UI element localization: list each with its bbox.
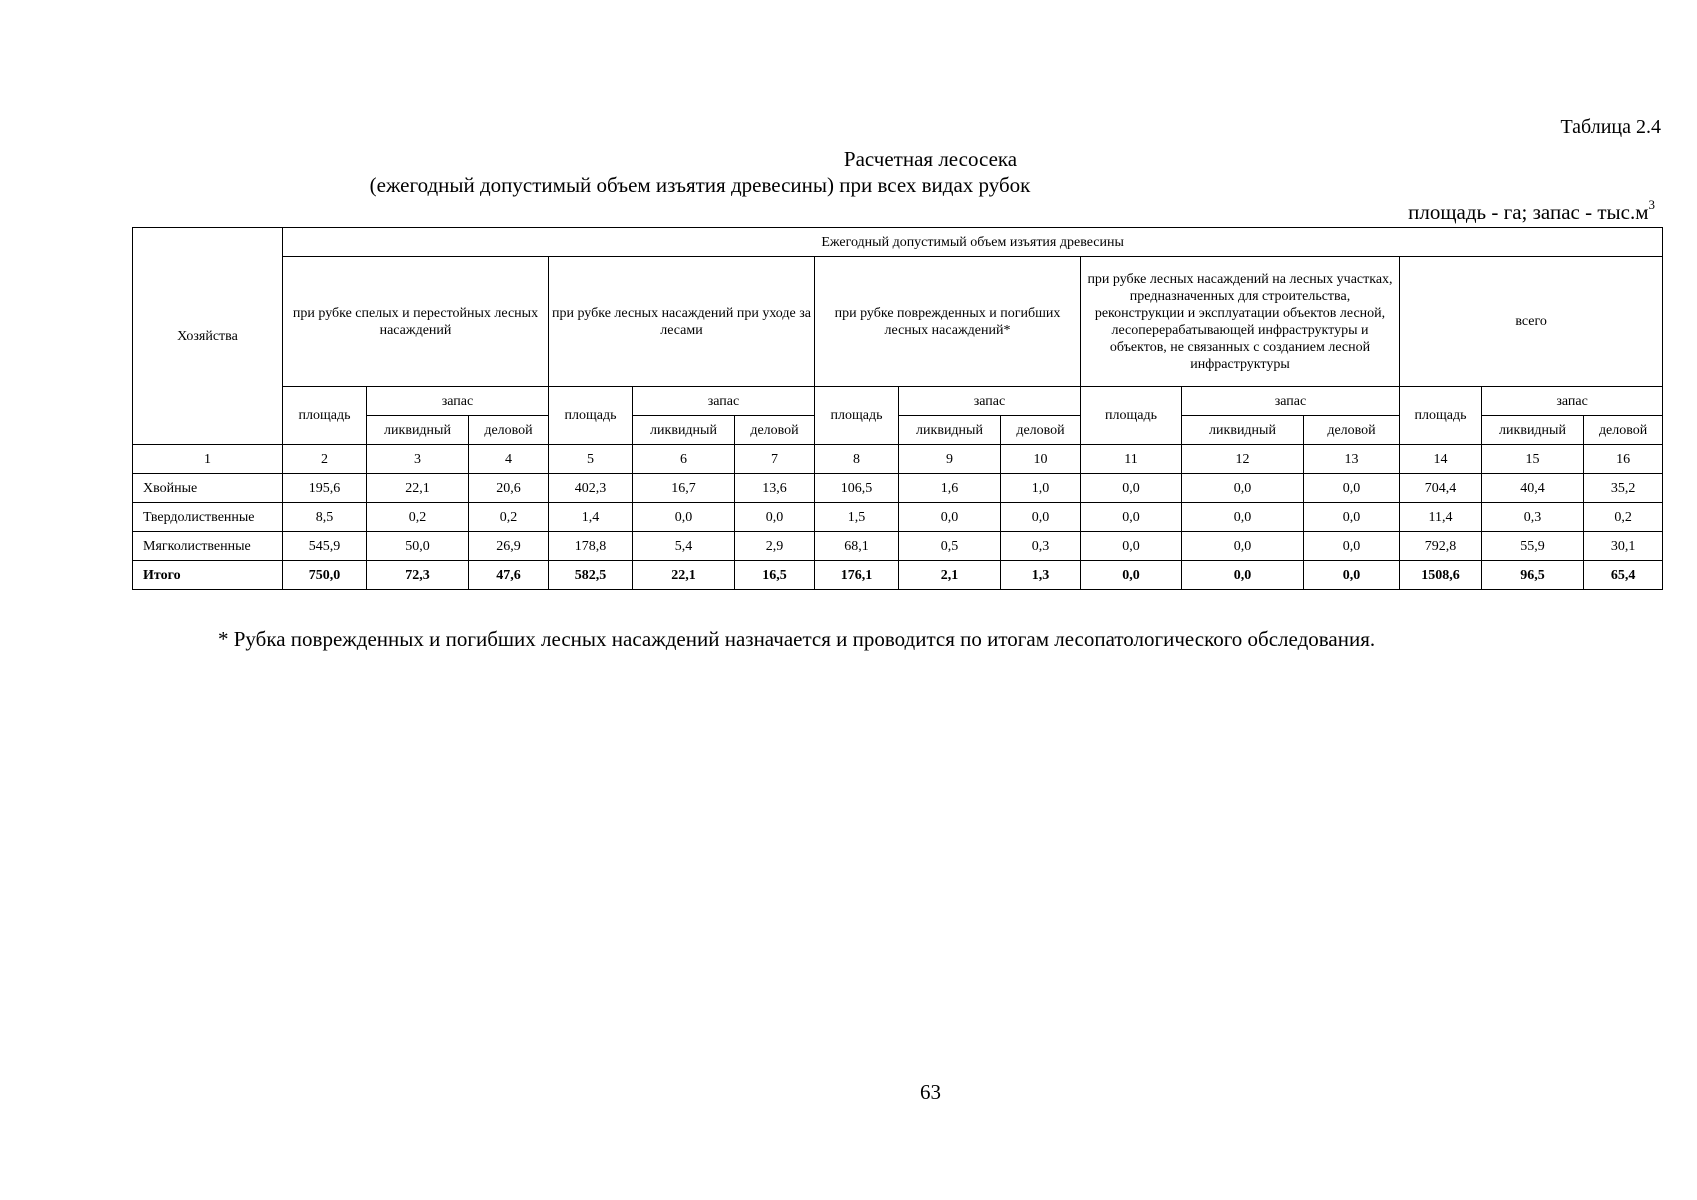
- liquid-header: ликвидный: [1482, 416, 1584, 445]
- table-cell: 0,0: [1182, 503, 1304, 532]
- table-cell: 1,6: [899, 474, 1001, 503]
- table-cell: 1,3: [1001, 561, 1081, 590]
- table-cell: 20,6: [469, 474, 549, 503]
- table-cell: 0,0: [1304, 474, 1400, 503]
- column-number-cell: 12: [1182, 445, 1304, 474]
- business-header: деловой: [735, 416, 815, 445]
- table-cell: 0,2: [1584, 503, 1663, 532]
- liquid-header: ликвидный: [367, 416, 469, 445]
- table-cell: 0,2: [367, 503, 469, 532]
- table-cell: 704,4: [1400, 474, 1482, 503]
- area-header: площадь: [283, 387, 367, 445]
- table-cell: 0,0: [1182, 474, 1304, 503]
- table-cell: 176,1: [815, 561, 899, 590]
- group-header: при рубке поврежденных и погибших лесных насаждений*: [815, 257, 1081, 387]
- table-cell: 26,9: [469, 532, 549, 561]
- area-header: площадь: [815, 387, 899, 445]
- table-cell: 30,1: [1584, 532, 1663, 561]
- units-superscript: 3: [1648, 197, 1655, 212]
- table-cell: 1,0: [1001, 474, 1081, 503]
- stock-header: запас: [899, 387, 1081, 416]
- column-number-cell: 16: [1584, 445, 1663, 474]
- stock-header: запас: [1482, 387, 1663, 416]
- harvest-table: [132, 227, 1663, 590]
- table-cell: 402,3: [549, 474, 633, 503]
- column-number-cell: 2: [283, 445, 367, 474]
- area-header: площадь: [1081, 387, 1182, 445]
- table-cell: 1,5: [815, 503, 899, 532]
- table-cell: 0,0: [1182, 532, 1304, 561]
- liquid-header: ликвидный: [1182, 416, 1304, 445]
- table-cell: 72,3: [367, 561, 469, 590]
- table-cell: 40,4: [1482, 474, 1584, 503]
- column-number-cell: 9: [899, 445, 1001, 474]
- table-cell: 16,5: [735, 561, 815, 590]
- table-cell: 178,8: [549, 532, 633, 561]
- footnote: * Рубка поврежденных и погибших лесных насаждений назначается и проводится по итогам лесопатологического обследования.: [218, 627, 1376, 651]
- group-header: при рубке лесных насаждений при уходе за лесами: [549, 257, 815, 387]
- column-number-cell: 5: [549, 445, 633, 474]
- row-label: Мягколиственные: [133, 532, 283, 561]
- table-cell: 2,9: [735, 532, 815, 561]
- table-row: [133, 532, 1663, 561]
- table-cell: 195,6: [283, 474, 367, 503]
- table-cell: 96,5: [1482, 561, 1584, 590]
- table-cell: 5,4: [633, 532, 735, 561]
- column-number-cell: 13: [1304, 445, 1400, 474]
- column-number-row: [133, 445, 1663, 474]
- table-cell: 0,0: [1304, 561, 1400, 590]
- liquid-header: ликвидный: [899, 416, 1001, 445]
- liquid-header: ликвидный: [633, 416, 735, 445]
- area-header: площадь: [549, 387, 633, 445]
- column-number-cell: 8: [815, 445, 899, 474]
- table-title: Расчетная лесосека: [843, 147, 1018, 171]
- row-label: Итого: [133, 561, 283, 590]
- stock-header: запас: [367, 387, 549, 416]
- column-number-cell: 1: [133, 445, 283, 474]
- table-cell: 0,0: [735, 503, 815, 532]
- table-number: Таблица 2.4: [1560, 116, 1661, 138]
- table-cell: 0,0: [1081, 561, 1182, 590]
- table-cell: 0,0: [1304, 532, 1400, 561]
- table-cell: 792,8: [1400, 532, 1482, 561]
- row-label: Хвойные: [133, 474, 283, 503]
- table-cell: 0,0: [1001, 503, 1081, 532]
- business-header: деловой: [469, 416, 549, 445]
- table-row: [133, 474, 1663, 503]
- column-number-cell: 14: [1400, 445, 1482, 474]
- table-cell: 55,9: [1482, 532, 1584, 561]
- table-cell: 0,0: [1304, 503, 1400, 532]
- table-cell: 35,2: [1584, 474, 1663, 503]
- table-subtitle: (ежегодный допустимый объем изъятия древесины) при всех видах рубок: [369, 173, 1031, 197]
- table-cell: 0,0: [1182, 561, 1304, 590]
- table-cell: 47,6: [469, 561, 549, 590]
- business-header: деловой: [1304, 416, 1400, 445]
- table-cell: 50,0: [367, 532, 469, 561]
- table-cell: 0,0: [1081, 532, 1182, 561]
- table-cell: 13,6: [735, 474, 815, 503]
- column-number-cell: 7: [735, 445, 815, 474]
- column-number-cell: 6: [633, 445, 735, 474]
- column-number-cell: 11: [1081, 445, 1182, 474]
- table-cell: 22,1: [633, 561, 735, 590]
- table-cell: 68,1: [815, 532, 899, 561]
- group-header: при рубке спелых и перестойных лесных насаждений: [283, 257, 549, 387]
- stock-header: запас: [633, 387, 815, 416]
- table-cell: 16,7: [633, 474, 735, 503]
- table-cell: 11,4: [1400, 503, 1482, 532]
- units-label: [1408, 197, 1655, 225]
- table-cell: 0,0: [899, 503, 1001, 532]
- table-cell: 0,0: [1081, 503, 1182, 532]
- table-cell: 1,4: [549, 503, 633, 532]
- column-number-cell: 4: [469, 445, 549, 474]
- table-cell: 0,3: [1482, 503, 1584, 532]
- table-cell: 582,5: [549, 561, 633, 590]
- column-number-cell: 3: [367, 445, 469, 474]
- table-cell: 65,4: [1584, 561, 1663, 590]
- group-header: всего: [1400, 257, 1663, 387]
- row-label: Твердолиственные: [133, 503, 283, 532]
- table-cell: 0,5: [899, 532, 1001, 561]
- page-number: 63: [920, 1080, 941, 1104]
- table-cell: 750,0: [283, 561, 367, 590]
- column-number-cell: 10: [1001, 445, 1081, 474]
- table-cell: 545,9: [283, 532, 367, 561]
- table-cell: 0,3: [1001, 532, 1081, 561]
- units-text: площадь - га; запас - тыс.м: [1408, 200, 1649, 224]
- area-header: площадь: [1400, 387, 1482, 445]
- business-header: деловой: [1584, 416, 1663, 445]
- table-cell: 2,1: [899, 561, 1001, 590]
- top-header: Ежегодный допустимый объем изъятия древесины: [283, 228, 1663, 257]
- table-cell: 22,1: [367, 474, 469, 503]
- table-row: [133, 503, 1663, 532]
- table-cell: 0,0: [1081, 474, 1182, 503]
- column-number-cell: 15: [1482, 445, 1584, 474]
- table-cell: 8,5: [283, 503, 367, 532]
- row-header: Хозяйства: [133, 228, 283, 445]
- table-cell: 0,2: [469, 503, 549, 532]
- table-cell: 1508,6: [1400, 561, 1482, 590]
- table-cell: 0,0: [633, 503, 735, 532]
- table-row: [133, 561, 1663, 590]
- group-header: при рубке лесных насаждений на лесных участках, предназначенных для строительства, реконструкции и эксплуатации объектов лесной, лесоперерабатывающей инфраструктуры и объектов, не связанных с созданием лесной инфраструктуры: [1081, 257, 1400, 387]
- business-header: деловой: [1001, 416, 1081, 445]
- table-cell: 106,5: [815, 474, 899, 503]
- stock-header: запас: [1182, 387, 1400, 416]
